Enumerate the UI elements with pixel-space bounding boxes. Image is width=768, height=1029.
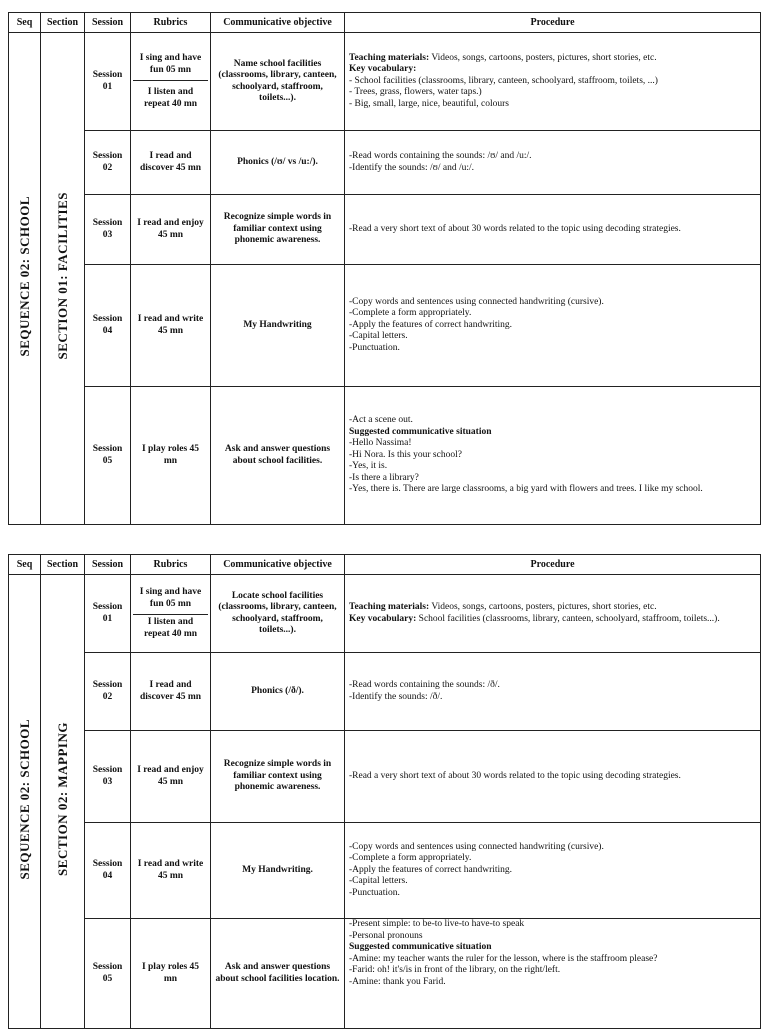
procedure-line: -Read words containing the sounds: /ʊ/ and /u:/. bbox=[349, 151, 532, 161]
objective-cell: My Handwriting. bbox=[211, 823, 345, 919]
procedure-line: -Complete a form appropriately. bbox=[349, 853, 472, 864]
procedure-cell bbox=[345, 653, 761, 731]
dialogue-line: -Is there a library? bbox=[349, 472, 419, 483]
procedure-line: -Act a scene out. bbox=[349, 415, 413, 426]
table-row bbox=[9, 195, 761, 265]
procedure-cell bbox=[345, 387, 761, 525]
rubric-cell: I read and write 45 mn bbox=[131, 823, 211, 919]
procedure-cell bbox=[345, 265, 761, 387]
procedure-line: -Punctuation. bbox=[349, 887, 400, 898]
key-vocabulary-text: School facilities (classrooms, library, canteen, schoolyard, staffroom, toilets...). bbox=[416, 613, 720, 624]
objective-cell: Ask and answer questions about school facilities location. bbox=[211, 919, 345, 1029]
table-row bbox=[9, 919, 761, 1029]
session-cell: Session 05 bbox=[85, 387, 131, 525]
objective-cell: Recognize simple words in familiar context using phonemic awareness. bbox=[211, 731, 345, 823]
procedure-line: -Read words containing the sounds: /ð/. bbox=[349, 680, 500, 690]
procedure-line: -Copy words and sentences using connected handwriting (cursive). bbox=[349, 296, 604, 307]
session-cell: Session 04 bbox=[85, 265, 131, 387]
lesson-plan-table-2 bbox=[8, 554, 761, 1029]
session-cell: Session 01 bbox=[85, 575, 131, 653]
procedure-line: -Punctuation. bbox=[349, 342, 400, 353]
header-session: Session bbox=[85, 555, 131, 575]
header-section: Section bbox=[41, 555, 85, 575]
header-procedure: Procedure bbox=[345, 13, 761, 33]
sequence-label: SEQUENCE 02: SCHOOL bbox=[16, 196, 32, 357]
sequence-label: SEQUENCE 02: SCHOOL bbox=[16, 719, 32, 880]
table-row bbox=[9, 823, 761, 919]
session-cell: Session 02 bbox=[85, 131, 131, 195]
header-objective: Communicative objective bbox=[211, 555, 345, 575]
rubric-cell: I read and write 45 mn bbox=[131, 265, 211, 387]
situation-heading: Suggested communicative situation bbox=[349, 426, 492, 437]
rubric-cell: I read and discover 45 mn bbox=[131, 653, 211, 731]
rubric-cell: I read and discover 45 mn bbox=[131, 131, 211, 195]
table-row bbox=[9, 265, 761, 387]
header-seq: Seq bbox=[9, 13, 41, 33]
session-cell: Session 03 bbox=[85, 731, 131, 823]
dialogue-line: -Amine: thank you Farid. bbox=[349, 976, 446, 987]
section-cell bbox=[41, 33, 85, 525]
table-header-row bbox=[9, 13, 761, 33]
procedure-line: -Capital letters. bbox=[349, 331, 408, 342]
dialogue-line: -Amine: my teacher wants the ruler for the lesson, where is the staffroom please? bbox=[349, 953, 658, 964]
procedure-cell bbox=[345, 731, 761, 823]
table-row bbox=[9, 575, 761, 653]
teaching-materials-label: Teaching materials: bbox=[349, 602, 430, 612]
procedure-cell bbox=[345, 131, 761, 195]
objective-cell: Locate school facilities (classrooms, library, canteen, schoolyard, staffroom, toilets...). bbox=[211, 575, 345, 653]
table-row bbox=[9, 731, 761, 823]
procedure-cell bbox=[345, 823, 761, 919]
procedure-cell bbox=[345, 195, 761, 265]
rubric-sing: I sing and have fun 05 mn bbox=[133, 50, 208, 81]
objective-cell: My Handwriting bbox=[211, 265, 345, 387]
objective-cell: Phonics (/ð/). bbox=[211, 653, 345, 731]
header-section: Section bbox=[41, 13, 85, 33]
procedure-line: -Identify the sounds: /ð/. bbox=[349, 691, 443, 702]
rubric-listen: I listen and repeat 40 mn bbox=[143, 617, 198, 639]
procedure-line: -Complete a form appropriately. bbox=[349, 308, 472, 319]
header-objective: Communicative objective bbox=[211, 13, 345, 33]
objective-cell: Name school facilities (classrooms, library, canteen, schoolyard, staffroom, toilets...). bbox=[211, 33, 345, 131]
procedure-line: -Identify the sounds: /ʊ/ and /u:/. bbox=[349, 162, 475, 173]
dialogue-line: -Farid: oh! it's/is in front of the library, on the right/left. bbox=[349, 965, 561, 975]
dialogue-line: -Hello Nassima! bbox=[349, 438, 412, 449]
rubric-listen: I listen and repeat 40 mn bbox=[143, 87, 198, 109]
procedure-line: - Big, small, large, nice, beautiful, colours bbox=[349, 98, 509, 109]
section-label: SECTION 02: MAPPING bbox=[54, 722, 70, 877]
teaching-materials-text: Videos, songs, cartoons, posters, pictures, short stories, etc. bbox=[429, 52, 657, 63]
rubric-cell: I play roles 45 mn bbox=[131, 919, 211, 1029]
table-row bbox=[9, 387, 761, 525]
rubric-cell: I play roles 45 mn bbox=[131, 387, 211, 525]
header-seq: Seq bbox=[9, 555, 41, 575]
procedure-cell bbox=[345, 33, 761, 131]
procedure-line: -Apply the features of correct handwriting. bbox=[349, 319, 513, 330]
header-session: Session bbox=[85, 13, 131, 33]
rubric-cell: I read and enjoy 45 mn bbox=[131, 731, 211, 823]
header-procedure: Procedure bbox=[345, 555, 761, 575]
sequence-cell bbox=[9, 33, 41, 525]
procedure-cell bbox=[345, 919, 761, 1029]
teaching-materials-label: Teaching materials: bbox=[349, 52, 430, 63]
section-label: SECTION 01: FACILITIES bbox=[54, 192, 70, 361]
session-cell: Session 05 bbox=[85, 919, 131, 1029]
dialogue-line: -Hi Nora. Is this your school? bbox=[349, 449, 462, 460]
lesson-plan-table-1 bbox=[8, 12, 761, 525]
key-vocabulary-label: Key vocabulary: bbox=[349, 613, 417, 624]
objective-cell: Phonics (/ʊ/ vs /u:/). bbox=[211, 131, 345, 195]
session-cell: Session 04 bbox=[85, 823, 131, 919]
objective-cell: Recognize simple words in familiar context using phonemic awareness. bbox=[211, 195, 345, 265]
procedure-line: -Apply the features of correct handwriting. bbox=[349, 864, 513, 875]
rubric-sing: I sing and have fun 05 mn bbox=[133, 584, 208, 615]
procedure-line: -Read a very short text of about 30 words related to the topic using decoding strategies. bbox=[349, 223, 681, 234]
rubric-cell bbox=[131, 33, 211, 131]
header-rubrics: Rubrics bbox=[131, 13, 211, 33]
procedure-line: -Read a very short text of about 30 words related to the topic using decoding strategies. bbox=[349, 770, 681, 781]
procedure-line: -Capital letters. bbox=[349, 876, 408, 887]
dialogue-line: -Yes, it is. bbox=[349, 461, 388, 472]
rubric-cell: I read and enjoy 45 mn bbox=[131, 195, 211, 265]
procedure-line: -Present simple: to be-to live-to have-to speak bbox=[349, 919, 525, 929]
procedure-line: -Copy words and sentences using connected handwriting (cursive). bbox=[349, 841, 604, 852]
key-vocabulary-label: Key vocabulary: bbox=[349, 64, 417, 75]
header-rubrics: Rubrics bbox=[131, 555, 211, 575]
procedure-line: -Personal pronouns bbox=[349, 930, 423, 941]
situation-heading: Suggested communicative situation bbox=[349, 942, 492, 952]
session-cell: Session 02 bbox=[85, 653, 131, 731]
session-cell: Session 01 bbox=[85, 33, 131, 131]
table-header-row bbox=[9, 555, 761, 575]
session-cell: Session 03 bbox=[85, 195, 131, 265]
sequence-cell bbox=[9, 575, 41, 1029]
rubric-cell bbox=[131, 575, 211, 653]
procedure-cell bbox=[345, 575, 761, 653]
section-cell bbox=[41, 575, 85, 1029]
dialogue-line: -Yes, there is. There are large classrooms, a big yard with flowers and trees. I like my school. bbox=[349, 484, 703, 495]
objective-cell: Ask and answer questions about school facilities. bbox=[211, 387, 345, 525]
table-row bbox=[9, 33, 761, 131]
table-row bbox=[9, 653, 761, 731]
procedure-line: - School facilities (classrooms, library, canteen, schoolyard, staffroom, toilets, ...) bbox=[349, 75, 658, 86]
teaching-materials-text: Videos, songs, cartoons, posters, pictures, short stories, etc. bbox=[429, 602, 657, 612]
table-row bbox=[9, 131, 761, 195]
procedure-line: - Trees, grass, flowers, water taps.) bbox=[349, 87, 482, 98]
